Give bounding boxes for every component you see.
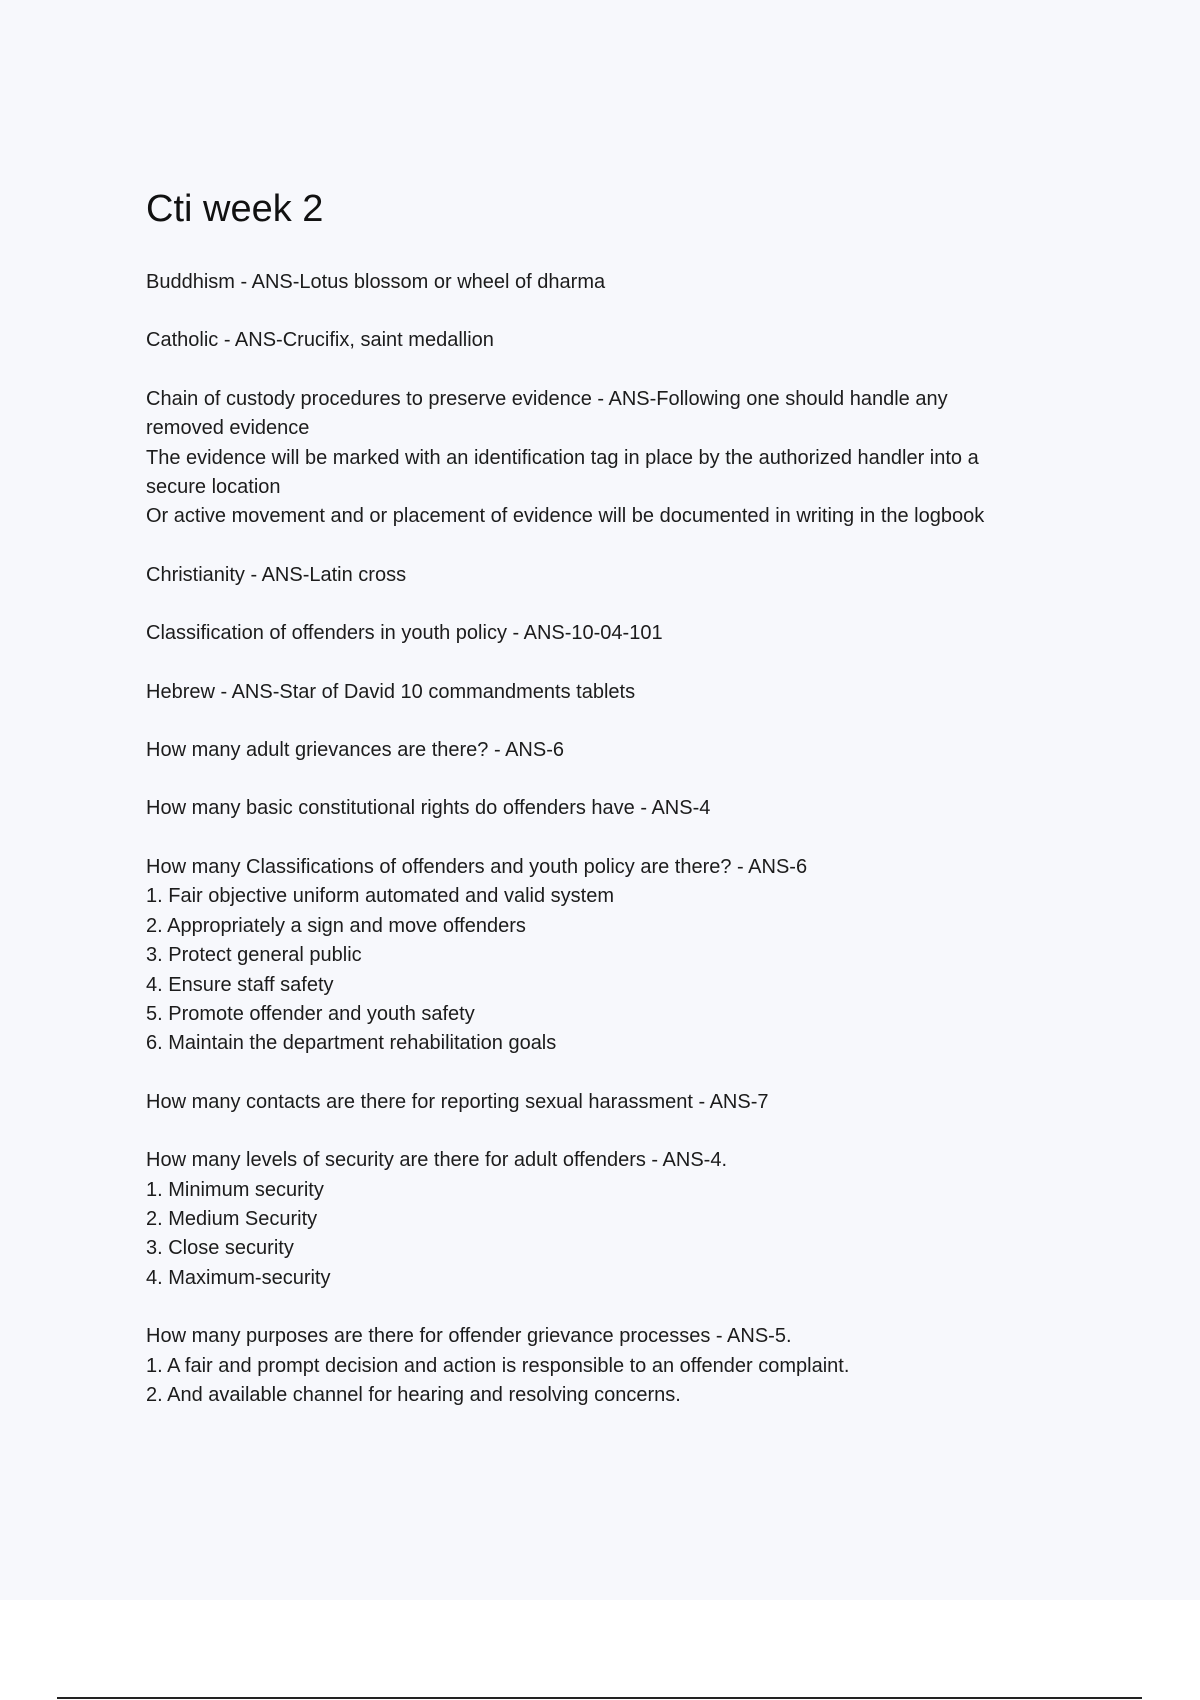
qa-entry	[146, 619, 1106, 648]
document-content	[146, 186, 1106, 1439]
qa-entry	[146, 1322, 1106, 1410]
list-item: 1. A fair and prompt decision and action is responsible to an offender complaint.	[146, 1354, 850, 1377]
qa-line: How many purposes are there for offender grievance processes - ANS-5.	[146, 1325, 792, 1348]
qa-entry	[146, 561, 1106, 590]
qa-entry	[146, 1146, 1106, 1293]
list-item: 1. Minimum security	[146, 1178, 324, 1201]
qa-entry	[146, 736, 1106, 765]
qa-entry	[146, 794, 1106, 823]
qa-line: Or active movement and or placement of evidence will be documented in writing in the logbook	[146, 505, 985, 528]
list-item: 1. Fair objective uniform automated and valid system	[146, 885, 614, 908]
qa-line: How many Classifications of offenders and youth policy are there? - ANS-6	[146, 855, 808, 878]
qa-line: Christianity - ANS-Latin cross	[146, 563, 407, 586]
qa-line: How many basic constitutional rights do offenders have - ANS-4	[146, 797, 711, 820]
list-item: 3. Protect general public	[146, 944, 362, 967]
qa-entry	[146, 268, 1106, 297]
qa-line: How many contacts are there for reporting sexual harassment - ANS-7	[146, 1090, 769, 1113]
list-item: 6. Maintain the department rehabilitation goals	[146, 1032, 557, 1055]
list-item: 2. And available channel for hearing and resolving concerns.	[146, 1383, 681, 1406]
qa-entry	[146, 326, 1106, 355]
qa-line: Chain of custody procedures to preserve evidence - ANS-Following one should handle any	[146, 387, 948, 410]
qa-line: removed evidence	[146, 417, 310, 440]
list-item: 4. Maximum-security	[146, 1266, 331, 1289]
qa-line: Hebrew - ANS-Star of David 10 commandments tablets	[146, 680, 636, 703]
qa-line: Buddhism - ANS-Lotus blossom or wheel of dharma	[146, 271, 606, 293]
qa-entry	[146, 1088, 1106, 1117]
qa-line: Catholic - ANS-Crucifix, saint medallion	[146, 329, 494, 352]
qa-entry	[146, 678, 1106, 707]
qa-line: How many levels of security are there for adult offenders - ANS-4.	[146, 1149, 728, 1172]
footer-divider	[57, 1697, 1142, 1699]
list-item: 4. Ensure staff safety	[146, 973, 334, 996]
list-item: 5. Promote offender and youth safety	[146, 1002, 475, 1025]
qa-line: How many adult grievances are there? - ANS-6	[146, 739, 564, 762]
qa-entry	[146, 385, 1106, 532]
list-item: 2. Medium Security	[146, 1207, 318, 1230]
qa-entry	[146, 853, 1106, 1059]
document-title: Cti week 2	[146, 188, 324, 230]
qa-line: secure location	[146, 476, 281, 499]
list-item: 2. Appropriately a sign and move offenders	[146, 914, 526, 937]
qa-line: The evidence will be marked with an identification tag in place by the authorized handler into a	[146, 446, 979, 469]
qa-line: Classification of offenders in youth policy - ANS-10-04-101	[146, 622, 663, 645]
list-item: 3. Close security	[146, 1237, 294, 1260]
